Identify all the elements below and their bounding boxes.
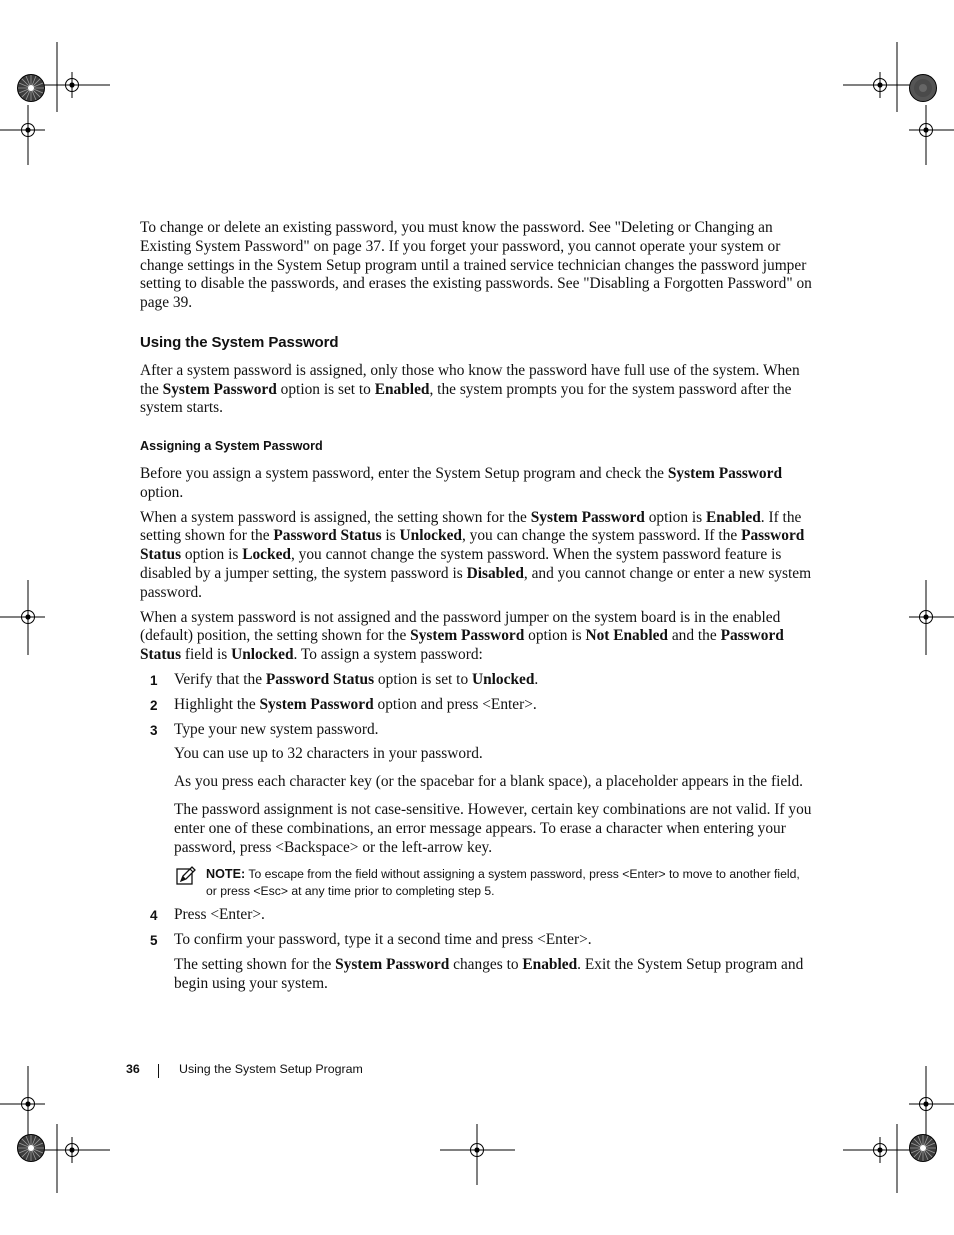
step-2: 2 Highlight the System Password option and press <Enter>.: [140, 696, 812, 715]
step-number: 2: [150, 697, 158, 713]
step-number: 3: [150, 722, 158, 738]
footer-divider: [158, 1064, 159, 1078]
footer-chapter-title: Using the System Setup Program: [179, 1062, 363, 1076]
subsection-paragraph-2: When a system password is assigned, the setting shown for the System Password option is Enabled. If the setting shown for the Password Status is Unlocked, you can change the system password. If the Password Status option is Locked, you cannot change the system password. When the system password feature is disabled by a jumper setting, the system password is Disabled, and you cannot change or enter a new system password.: [140, 508, 812, 601]
step-number: 4: [150, 908, 158, 924]
step-3-detail-3: The password assignment is not case-sensitive. However, certain key combinations are not valid. If you enter one of these combinations, an error message appears. To erase a character when entering your password, press <Backspace> or the left-arrow key.: [174, 800, 812, 856]
section-paragraph: After a system password is assigned, only those who know the password have full use of the system. When the System Password option is set to Enabled, the system prompts you for the system password after the system starts.: [140, 361, 800, 417]
step-3-detail-2: As you press each character key (or the spacebar for a blank space), a placeholder appears in the field.: [174, 773, 804, 791]
step-1: 1 Verify that the Password Status option is set to Unlocked.: [140, 671, 812, 690]
intro-paragraph: To change or delete an existing password, you must know the password. See "Deleting or Changing an Existing System Password" on page 37. If you forget your password, you cannot operate your system or change settings in the System Setup program until a trained service technician changes the password jumper setting to disable the passwords, and erases the existing passwords. See "Disabling a Forgotten Password" on page 39.: [140, 219, 812, 312]
note-pencil-icon: [176, 866, 196, 886]
note-label: NOTE:: [206, 867, 246, 882]
subsection-paragraph-1: Before you assign a system password, enter the System Setup program and check the System Password option.: [140, 464, 783, 501]
step-5-detail: The setting shown for the System Password changes to Enabled. Exit the System Setup program and begin using your system.: [174, 955, 804, 992]
note-box: [140, 866, 812, 900]
note-text: To escape from the field without assigning a system password, press <Enter> to move to another field, or press <Esc> at any time prior to completing step 5.: [206, 867, 800, 899]
page-number: 36: [126, 1062, 140, 1076]
step-number: 1: [150, 672, 158, 688]
subsection-paragraph-3: When a system password is not assigned and the password jumper on the system board is in the enabled (default) position, the setting shown for the System Password option is Not Enabled and the Password Status field is Unlocked. To assign a system password:: [140, 608, 784, 664]
subsection-heading: Assigning a System Password: [140, 439, 323, 454]
section-heading: Using the System Password: [140, 333, 339, 351]
step-3: 3 Type your new system password.: [140, 721, 812, 740]
step-3-detail-1: You can use up to 32 characters in your password.: [174, 745, 483, 763]
page-content: [140, 219, 812, 1003]
step-4: 4 Press <Enter>.: [140, 906, 812, 925]
step-number: 5: [150, 933, 158, 949]
step-5: 5 To confirm your password, type it a second time and press <Enter>.: [140, 931, 812, 950]
